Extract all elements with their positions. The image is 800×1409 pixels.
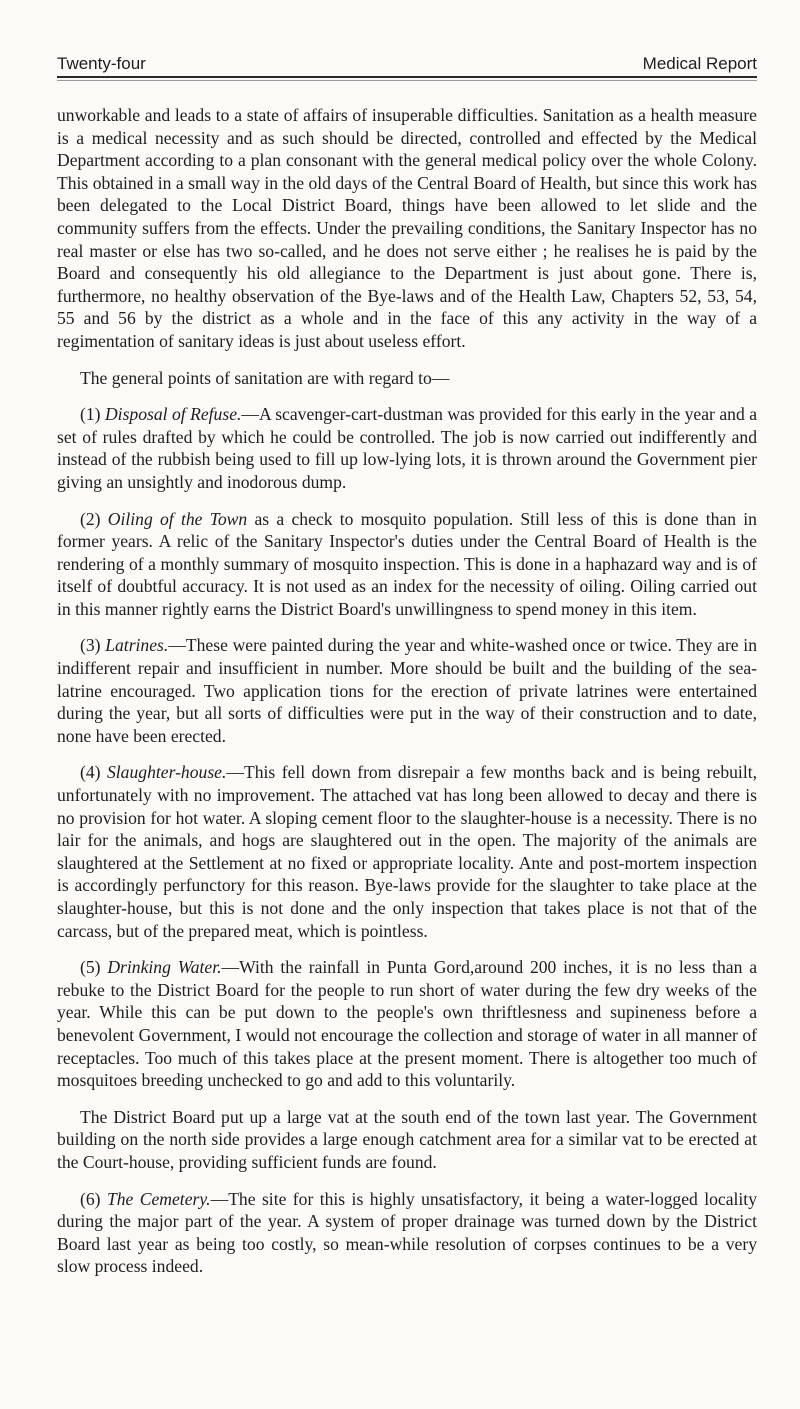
item-heading: Drinking Water. xyxy=(107,957,222,978)
paragraph-oiling xyxy=(57,508,757,621)
header-rule xyxy=(57,80,757,81)
paragraph-vat: The District Board put up a large vat at the south end of the town last year. The Government building on the north side provides a large enough catchment area for a similar vat to be erected at the Court-house, providing sufficient funds are found. xyxy=(57,1106,757,1172)
paragraph-refuse xyxy=(57,403,757,493)
item-number: (2) xyxy=(80,508,101,529)
paragraph-cemetery xyxy=(57,1188,757,1278)
item-text: —The site for this is highly unsatisfactory, it being a water-logged locality during the major part of the year. A system of proper drainage was turned down by the District Board last year as being too costly, so mean-while resolution of corpses continues to be a very slow process indeed. xyxy=(57,1188,757,1277)
body-text xyxy=(57,104,757,1278)
item-number: (5) xyxy=(80,957,101,978)
paragraph-intro: unworkable and leads to a state of affairs of insuperable difficulties. Sanitation as a health measure is a medical necessity and as such should be directed, controlled and effected by the Medical Department according to a plan consonant with the general medical policy over the whole Colony. This obtained in a small way in the old days of the Central Board of Health, but since this work has been delegated to the Local District Board, things have been allowed to let slide and the community suffers from the effects. Under the prevailing conditions, the Sanitary Inspector has no real master or else has two so-called, and he does not serve either ; he realises he is paid by the Board and consequently his old allegiance to the Department is just about gone. There is, furthermore, no healthy observation of the Bye-laws and of the Health Law, Chapters 52, 53, 54, 55 and 56 by the district as a whole and in the face of this any activity in the way of a regimentation of sanitary ideas is just about useless effort. xyxy=(57,105,757,351)
item-heading: Latrines. xyxy=(105,635,169,656)
paragraph-latrines xyxy=(57,634,757,747)
header-report-title: Medical Report xyxy=(642,54,757,73)
paragraph-drinking-water xyxy=(57,956,757,1092)
item-number: (6) xyxy=(80,1188,101,1209)
paragraph-slaughter-house xyxy=(57,761,757,942)
item-number: (3) xyxy=(80,635,101,656)
running-header xyxy=(57,50,757,78)
paragraph-general-points: The general points of sanitation are with regard to— xyxy=(80,367,450,388)
item-number: (4) xyxy=(80,762,101,783)
item-number: (1) xyxy=(80,404,101,425)
header-page-label: Twenty-four xyxy=(57,54,146,73)
item-heading: Slaughter-house. xyxy=(107,762,227,783)
item-text: —These were painted during the year and white-washed once or twice. They are in indifferent repair and insufficient in number. More should be built and the building of the sea-latrine encouraged. Two application tions for the erection of private latrines were entertained during the year, but all sorts of difficulties were put in the way of their construction and to date, none have been erected. xyxy=(57,635,757,746)
item-heading: The Cemetery. xyxy=(106,1188,211,1209)
item-heading: Disposal of Refuse. xyxy=(104,404,242,425)
item-text: —This fell down from disrepair a few months back and is being rebuilt, unfortunately with no improvement. The attached vat has long been allowed to decay and there is no provision for hot water. A sloping cement floor to the slaughter-house is a necessity. There is no lair for the animals, and hogs are slaughtered out in the open. The majority of the animals are slaughtered at the Settlement at no fixed or appropriate locality. Ante and post-mortem inspection is accordingly perfunctory for this reason. Bye-laws provide for the slaughter to take place at the slaughter-house, but this is not done and the only inspection that takes place is not that of the carcass, but of the prepared meat, which is pointless. xyxy=(57,762,757,941)
item-heading: Oiling of the Town xyxy=(107,508,248,529)
item-text: as a check to mosquito population. Still less of this is done than in former years. A relic of the Sanitary Inspector's duties under the Central Board of Health is the rendering of a monthly summary of mosquito inspection. This is done in a haphazard way and is of itself of doubtful accuracy. It is not used as an index for the necessity of oiling. Oiling carried out in this manner rightly earns the District Board's unwillingness to spend money in this item. xyxy=(57,508,757,619)
item-text: —With the rainfall in Punta Gord,around 200 inches, it is no less than a rebuke to the District Board for the people to run short of water during the few dry weeks of the year. While this can be put down to the people's own thriftlesness and supineness before a benevolent Government, I would not encourage the collection and storage of water in all manner of receptacles. Too much of this takes place at the present moment. There is altogether too much of mosquitoes breeding unchecked to go and add to this voluntarily. xyxy=(57,957,758,1091)
item-text: —A scavenger-cart-dustman was provided for this early in the year and a set of rules drafted by which he could be controlled. The job is now carried out indifferently and instead of the rubbish being used to fill up low-lying lots, it is thrown around the Government pier giving an unsightly and inodorous dump. xyxy=(57,404,758,492)
